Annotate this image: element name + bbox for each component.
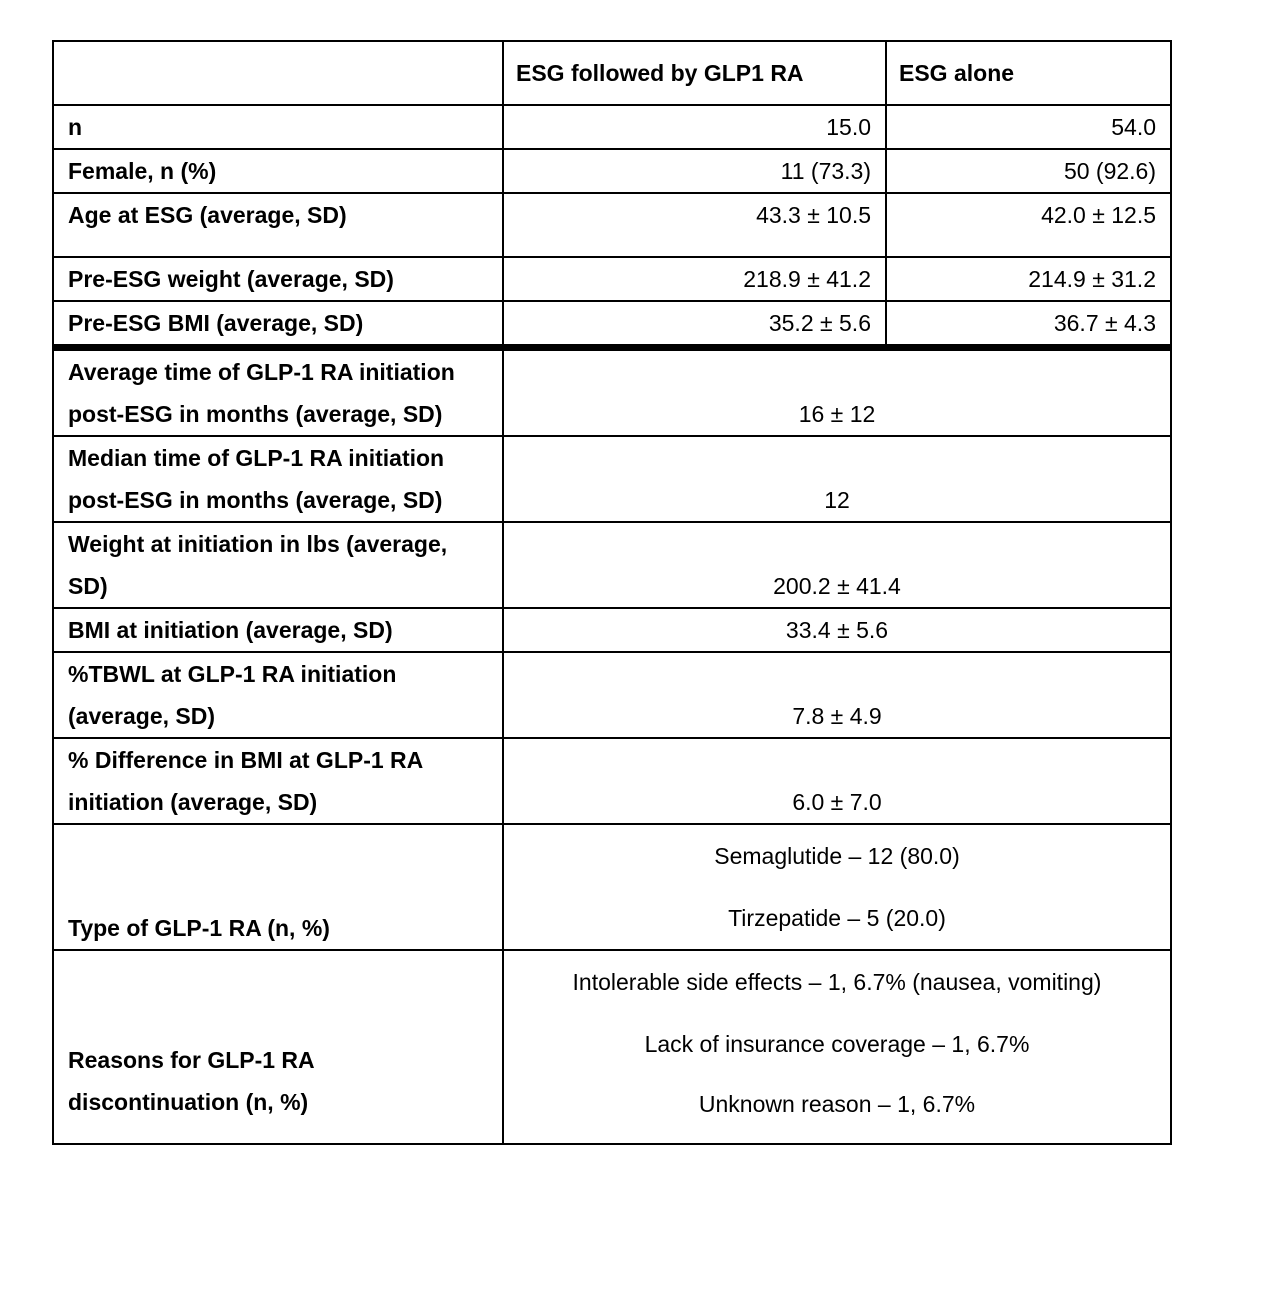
cell-alone: 50 (92.6) (886, 149, 1171, 193)
table-header-row (53, 41, 1171, 105)
table-row (53, 348, 1171, 437)
row-label: % Difference in BMI at GLP-1 RA initiation (average, SD) (53, 738, 503, 824)
cell-value: 33.4 ± 5.6 (503, 608, 1171, 652)
cell-value: 12 (503, 436, 1171, 522)
table-row (53, 824, 1171, 950)
header-esg-alone: ESG alone (886, 41, 1171, 105)
table-row (53, 522, 1171, 608)
table-row (53, 149, 1171, 193)
table-row (53, 608, 1171, 652)
row-label: Median time of GLP-1 RA initiation post-ESG in months (average, SD) (53, 436, 503, 522)
row-label: Pre-ESG BMI (average, SD) (53, 301, 503, 348)
cell-alone: 42.0 ± 12.5 (886, 193, 1171, 257)
table-row (53, 436, 1171, 522)
cell-alone: 214.9 ± 31.2 (886, 257, 1171, 301)
row-label: Average time of GLP-1 RA initiation post-ESG in months (average, SD) (53, 348, 503, 437)
table-row (53, 105, 1171, 149)
row-label: Weight at initiation in lbs (average, SD) (53, 522, 503, 608)
table-row (53, 257, 1171, 301)
table-row (53, 652, 1171, 738)
row-label: BMI at initiation (average, SD) (53, 608, 503, 652)
cell-value: 7.8 ± 4.9 (503, 652, 1171, 738)
row-label: Reasons for GLP-1 RA discontinuation (n, %) (53, 950, 503, 1144)
header-empty-cell (53, 41, 503, 105)
table-row (53, 738, 1171, 824)
row-label: Type of GLP-1 RA (n, %) (53, 824, 503, 950)
cell-alone: 54.0 (886, 105, 1171, 149)
cell-value: 6.0 ± 7.0 (503, 738, 1171, 824)
row-label: n (53, 105, 503, 149)
table-row (53, 301, 1171, 348)
cell-value: 16 ± 12 (503, 348, 1171, 437)
table-row (53, 193, 1171, 257)
cell-glp1: 43.3 ± 10.5 (503, 193, 886, 257)
table-row (53, 950, 1171, 1144)
list-item: Lack of insurance coverage – 1, 6.7% (644, 1031, 1030, 1057)
cell-glp1: 218.9 ± 41.2 (503, 257, 886, 301)
row-label: Female, n (%) (53, 149, 503, 193)
header-esg-glp1: ESG followed by GLP1 RA (503, 41, 886, 105)
list-item: Tirzepatide – 5 (20.0) (728, 905, 946, 931)
cell-glp1-types (503, 824, 1171, 950)
cell-glp1: 15.0 (503, 105, 886, 149)
list-item: Unknown reason – 1, 6.7% (698, 1091, 976, 1117)
row-label: Age at ESG (average, SD) (53, 193, 503, 257)
cell-glp1: 35.2 ± 5.6 (503, 301, 886, 348)
list-item: Semaglutide – 12 (80.0) (714, 843, 960, 869)
characteristics-table (52, 40, 1172, 1145)
row-label: Pre-ESG weight (average, SD) (53, 257, 503, 301)
cell-value: 200.2 ± 41.4 (503, 522, 1171, 608)
list-item: Intolerable side effects – 1, 6.7% (nausea, vomiting) (572, 969, 1102, 995)
cell-discontinuation-reasons (503, 950, 1171, 1144)
row-label: %TBWL at GLP-1 RA initiation (average, SD) (53, 652, 503, 738)
cell-alone: 36.7 ± 4.3 (886, 301, 1171, 348)
cell-glp1: 11 (73.3) (503, 149, 886, 193)
